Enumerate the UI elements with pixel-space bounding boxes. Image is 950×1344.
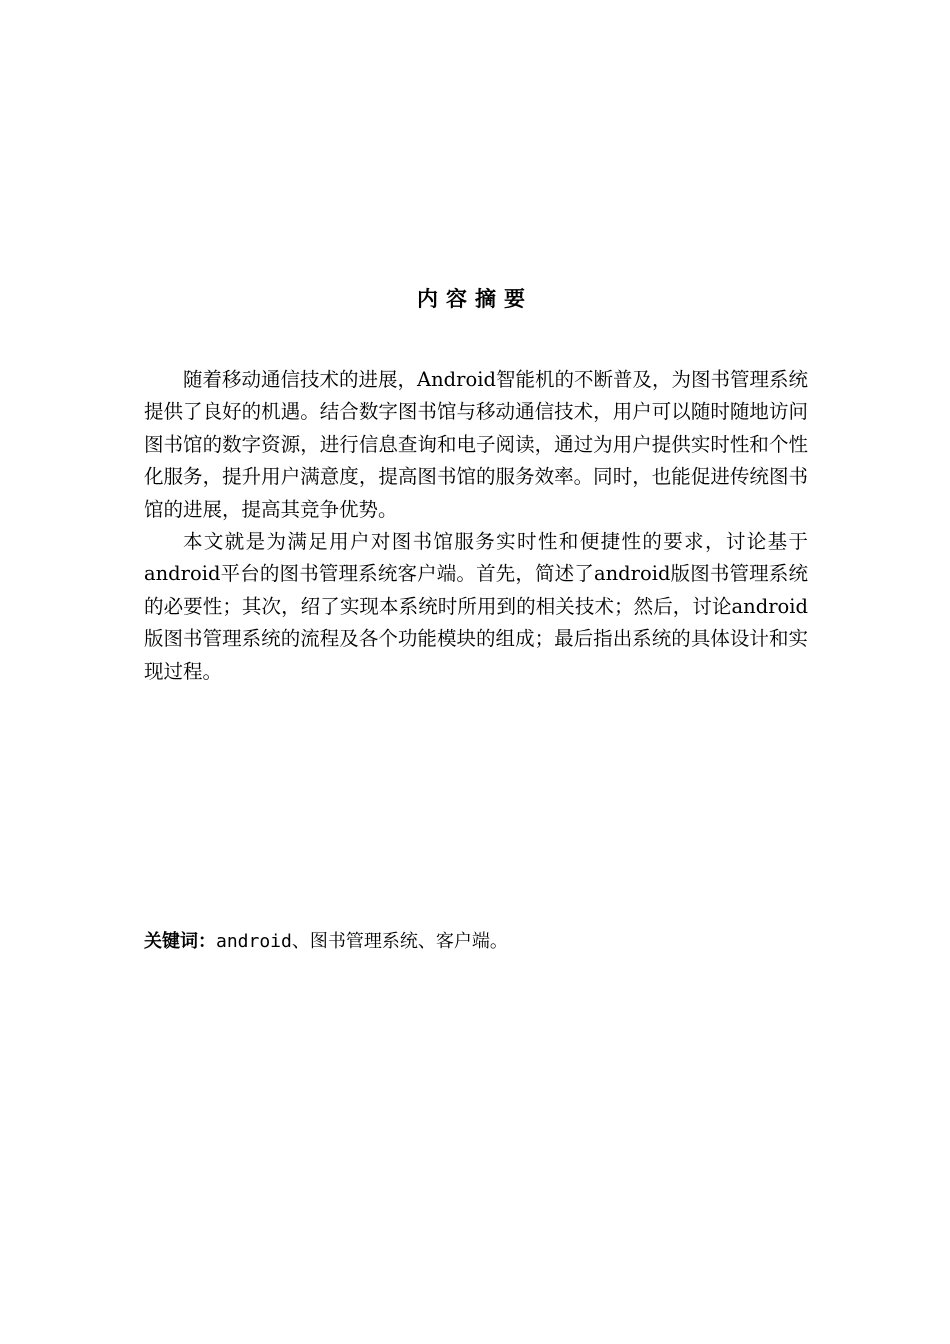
keywords-label: 关键词：: [144, 931, 216, 952]
keywords-line: [144, 926, 844, 957]
abstract-body: [144, 364, 808, 688]
keywords-value: android、图书管理系统、客户端。: [216, 931, 508, 952]
abstract-paragraph-1: 随着移动通信技术的进展，Android智能机的不断普及，为图书管理系统提供了良好的机遇。结合数字图书馆与移动通信技术，用户可以随时随地访问图书馆的数字资源，进行信息查询和电子阅读，通过为用户提供实时性和个性化服务，提升用户满意度，提高图书馆的服务效率。同时，也能促进传统图书馆的进展，提高其竞争优势。: [144, 368, 808, 521]
abstract-title: 内容摘要: [417, 287, 533, 311]
abstract-paragraph-2: 本文就是为满足用户对图书馆服务实时性和便捷性的要求，讨论基于android平台的图书管理系统客户端。首先，简述了android版图书管理系统的必要性；其次，绍了实现本系统时所用到的相关技术；然后，讨论android版图书管理系统的流程及各个功能模块的组成；最后指出系统的具体设计和实现过程。: [144, 530, 808, 683]
